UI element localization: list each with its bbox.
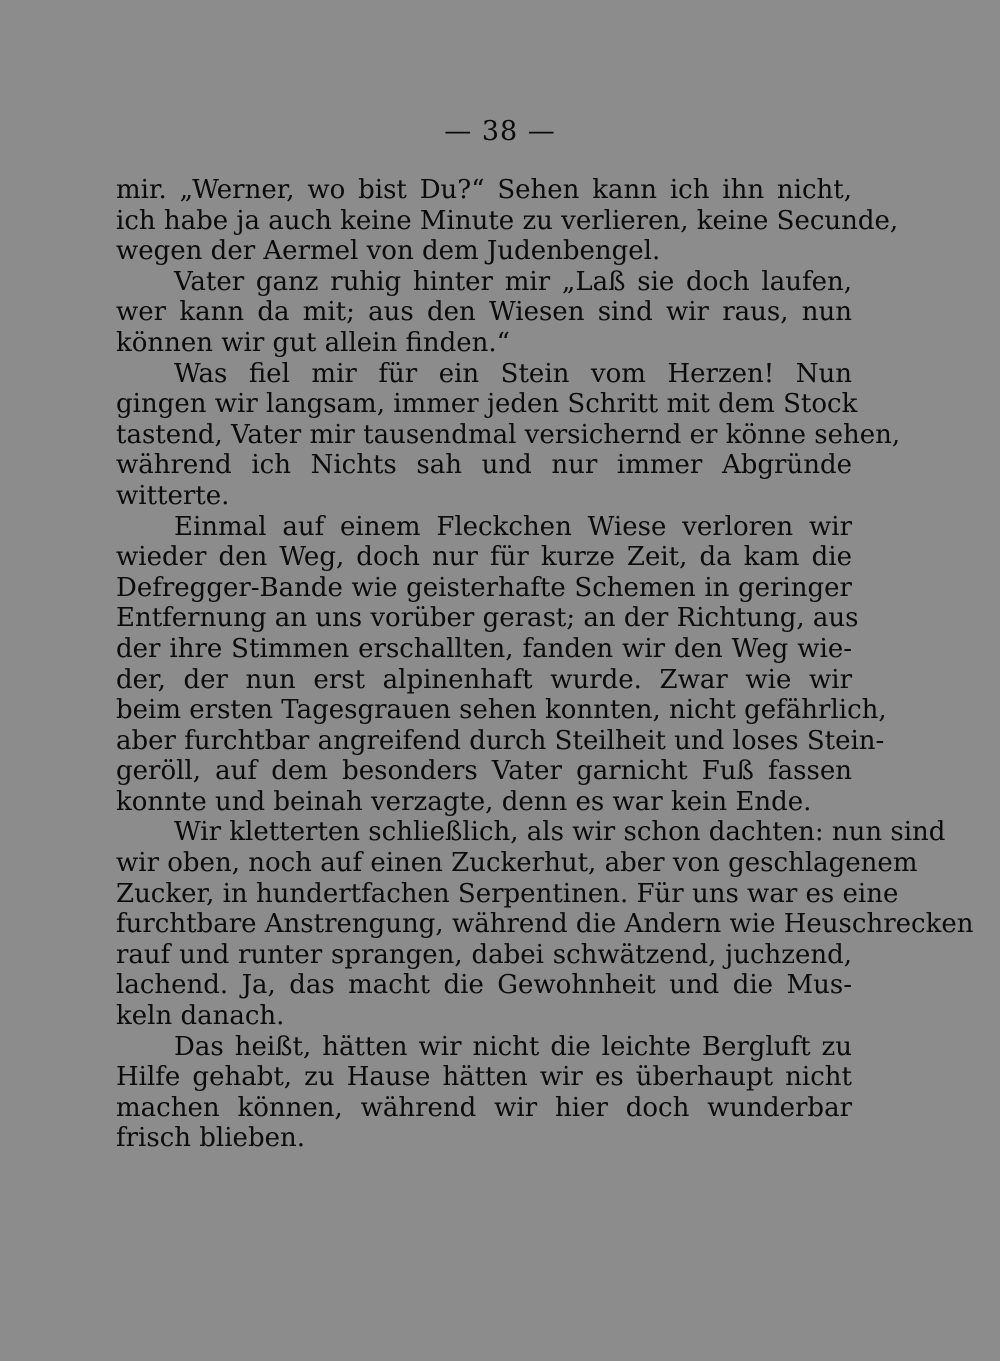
text-line: rauf und runter sprangen, dabei schwätzend, juchzend,: [116, 939, 852, 970]
text-line: Zucker, in hundertfachen Serpentinen. Für uns war es eine: [116, 878, 899, 909]
text-line: wieder den Weg, doch nur für kurze Zeit, da kam die: [116, 542, 852, 573]
text-line: Defregger-Bande wie geisterhafte Schemen in geringer: [116, 572, 852, 603]
text-line: aber furchtbar angreifend durch Steilheit und loses Stein-: [116, 725, 885, 756]
page-number: — 38 —: [444, 116, 556, 147]
paragraph-start-line: Einmal auf einem Fleckchen Wiese verloren wir: [174, 511, 852, 542]
body-text: [116, 175, 974, 1154]
text-line: geröll, auf dem besonders Vater garnicht Fuß fassen: [116, 756, 852, 787]
text-line: machen können, während wir hier doch wunderbar: [116, 1092, 852, 1123]
paragraph-start-line: Das heißt, hätten wir nicht die leichte Bergluft zu: [174, 1031, 852, 1062]
paragraph-start-line: Was fiel mir für ein Stein vom Herzen! Nun: [174, 358, 852, 389]
text-line: tastend, Vater mir tausendmal versichernd er könne sehen,: [116, 419, 901, 450]
text-line: können wir gut allein finden.“: [116, 327, 510, 358]
text-line: lachend. Ja, das macht die Gewohnheit und die Mus-: [116, 970, 852, 1001]
paragraph-start-line: Wir kletterten schließlich, als wir schon dachten: nun sind: [174, 817, 946, 848]
text-line: der, der nun erst alpinenhaft wurde. Zwar wie wir: [116, 664, 852, 695]
text-line: keln danach.: [116, 1001, 285, 1032]
text-line: wegen der Aermel von dem Judenbengel.: [116, 236, 661, 267]
text-line: ich habe ja auch keine Minute zu verlieren, keine Secunde,: [116, 205, 899, 236]
text-line: während ich Nichts sah und nur immer Abgründe: [116, 450, 852, 481]
text-line: furchtbare Anstrengung, während die Andern wie Heuschrecken: [116, 909, 974, 940]
text-line: beim ersten Tagesgrauen sehen konnten, nicht gefährlich,: [116, 695, 887, 726]
text-line: der ihre Stimmen erschallten, fanden wir den Weg wie-: [116, 633, 852, 664]
text-line: wer kann da mit; aus den Wiesen sind wir raus, nun: [116, 297, 852, 328]
text-line: frisch blieben.: [116, 1123, 305, 1154]
text-line: wir oben, noch auf einen Zuckerhut, aber von geschlagenem: [116, 848, 918, 879]
text-line: Entfernung an uns vorüber gerast; an der Richtung, aus: [116, 603, 859, 634]
paragraph-start-line: Vater ganz ruhig hinter mir „Laß sie doch laufen,: [174, 266, 852, 297]
text-line: konnte und beinah verzagte, denn es war kein Ende.: [116, 786, 812, 817]
text-line: mir. „Werner, wo bist Du?“ Sehen kann ich ihn nicht,: [116, 175, 852, 205]
text-line: witterte.: [116, 480, 230, 511]
text-line: Hilfe gehabt, zu Hause hätten wir es überhaupt nicht: [116, 1062, 852, 1093]
text-line: gingen wir langsam, immer jeden Schritt mit dem Stock: [116, 389, 858, 420]
